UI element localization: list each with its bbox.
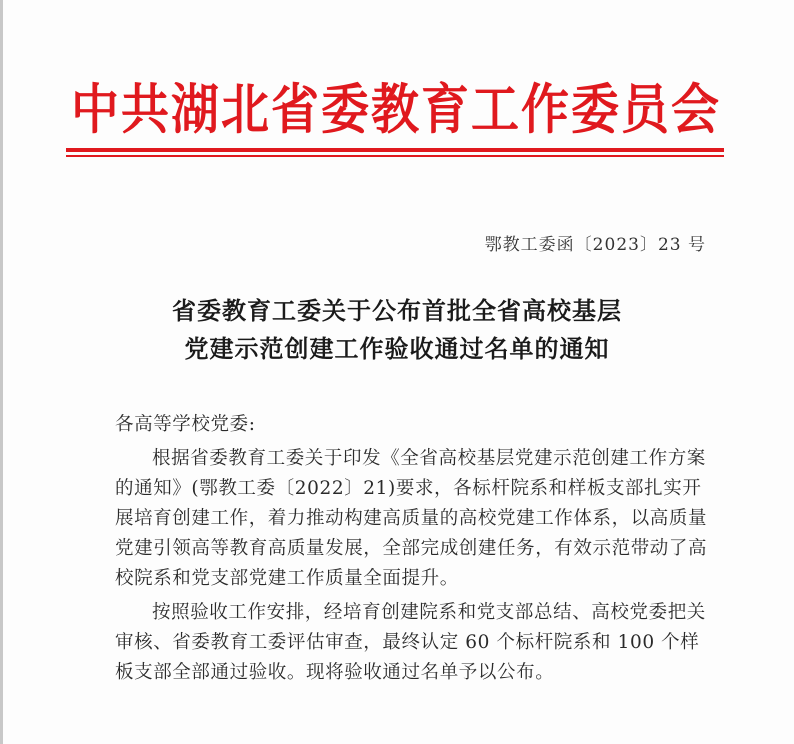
document-title-line-2: 党建示范创建工作验收通过名单的通知 bbox=[184, 335, 610, 363]
salutation: 各高等学校党委: bbox=[115, 414, 256, 435]
header-divider-thin bbox=[66, 155, 724, 157]
page-edge bbox=[0, 0, 3, 744]
document-number: 鄂教工委函〔2023〕23 号 bbox=[484, 235, 706, 255]
issuing-organization-header: 中共湖北省委教育工作委员会 bbox=[70, 78, 721, 142]
document-title-line-1: 省委教育工委关于公布首批全省高校基层 bbox=[172, 297, 622, 325]
body-paragraph-1: 根据省委教育工委关于印发《全省高校基层党建示范创建工作方案的通知》(鄂教工委〔2022〕21)要求，各标杆院系和样板支部扎实开展培育创建工作，着力推动构建高质量的高校党建工作体系，以高质量党建引领高等教育高质量发展，全部完成创建任务，有效示范带动了高校院系和党支部党建工作质量全面提升。 bbox=[115, 448, 708, 589]
document-title bbox=[0, 292, 794, 368]
header-divider-thick bbox=[66, 148, 724, 152]
body-paragraph-2: 按照验收工作安排，经培育创建院系和党支部总结、高校党委把关审核、省委教育工委评估审查，最终认定 60 个标杆院系和 100 个样板支部全部通过验收。现将验收通过名单予以公布。 bbox=[115, 602, 706, 683]
document-body bbox=[115, 410, 710, 692]
